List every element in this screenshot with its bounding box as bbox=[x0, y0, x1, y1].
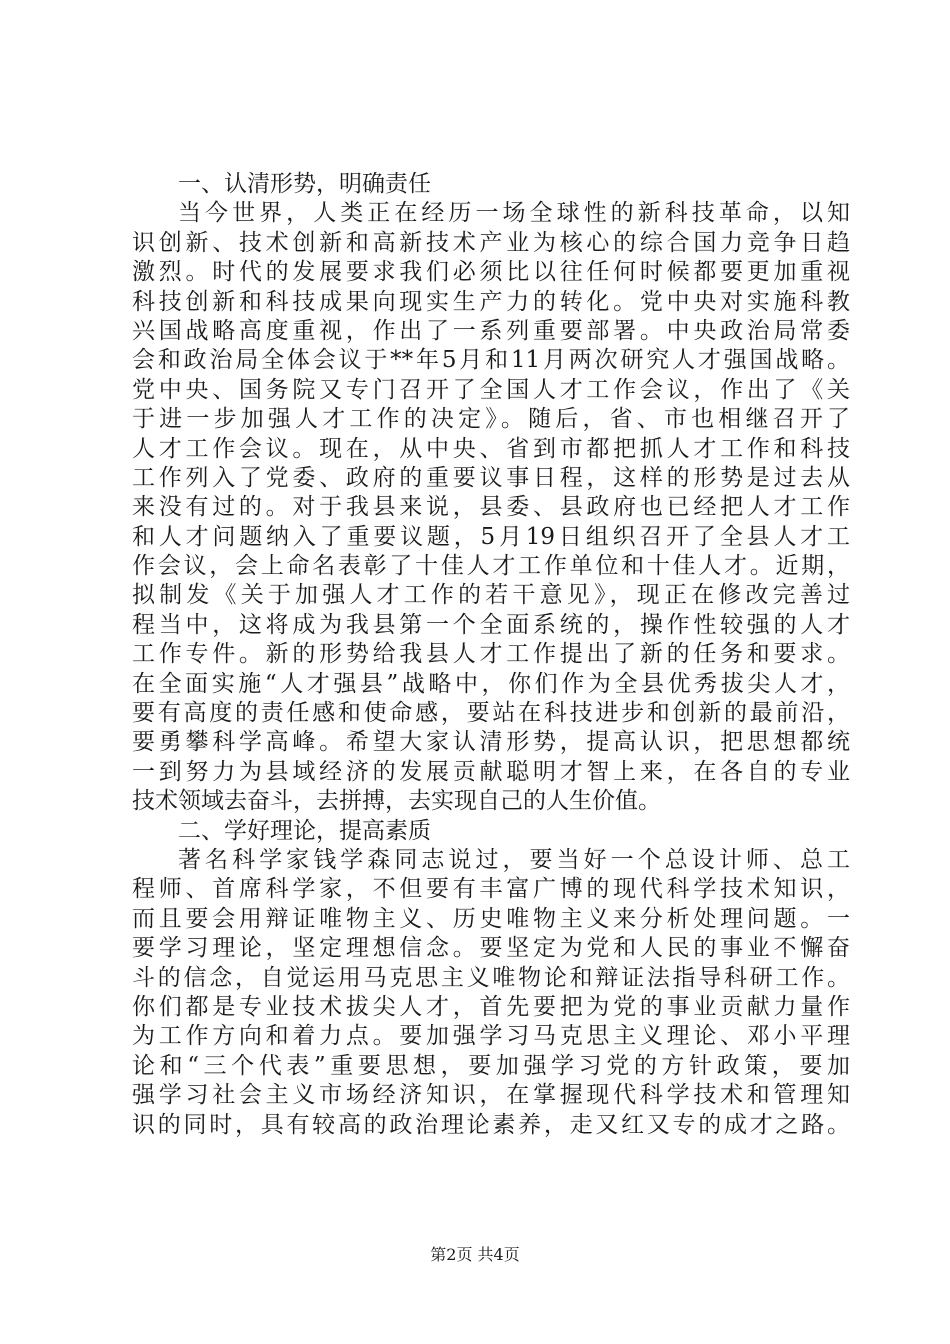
paragraph-line: 程当中，这将成为我县第一个全面系统的，操作性较强的人才 bbox=[132, 611, 850, 638]
paragraph-line: 当今世界，人类正在经历一场全球性的新科技革命，以知 bbox=[178, 200, 850, 227]
paragraph-line: 要有高度的责任感和使命感，要站在科技进步和创新的最前沿， bbox=[132, 700, 850, 727]
paragraph-line: 程师、首席科学家，不但要有丰富广博的现代科学技术知识， bbox=[132, 876, 850, 903]
paragraph-line: 拟制发《关于加强人才工作的若干意见》，现正在修改完善过 bbox=[132, 582, 850, 609]
paragraph-line: 著名科学家钱学森同志说过，要当好一个总设计师、总工 bbox=[178, 846, 850, 873]
paragraph-line: 斗的信念，自觉运用马克思主义唯物论和辩证法指导科研工作。 bbox=[132, 964, 850, 991]
paragraph-line: 会和政治局全体会议于**年5月和11月两次研究人才强国战略。 bbox=[132, 347, 850, 374]
paragraph-line: 而且要会用辩证唯物主义、历史唯物主义来分析处理问题。一 bbox=[132, 905, 850, 932]
paragraph-line: 要学习理论，坚定理想信念。要坚定为党和人民的事业不懈奋 bbox=[132, 935, 850, 962]
paragraph-line: 识创新、技术创新和高新技术产业为核心的综合国力竞争日趋 bbox=[132, 229, 850, 256]
paragraph-line: 人才工作会议。现在，从中央、省到市都把抓人才工作和科技 bbox=[132, 435, 850, 462]
paragraph-line: 来没有过的。对于我县来说，县委、县政府也已经把人才工作 bbox=[132, 494, 850, 521]
paragraph-line: 在全面实施“人才强县”战略中，你们作为全县优秀拔尖人才， bbox=[132, 670, 850, 697]
paragraph-line: 工作专件。新的形势给我县人才工作提出了新的任务和要求。 bbox=[132, 641, 850, 668]
document-body bbox=[132, 170, 850, 1140]
paragraph-line: 科技创新和科技成果向现实生产力的转化。党中央对实施科教 bbox=[132, 288, 850, 315]
paragraph-line: 兴国战略高度重视，作出了一系列重要部署。中央政治局常委 bbox=[132, 317, 850, 344]
paragraph-line: 激烈。时代的发展要求我们必须比以往任何时候都要更加重视 bbox=[132, 259, 850, 286]
paragraph-line: 工作列入了党委、政府的重要议事日程，这样的形势是过去从 bbox=[132, 464, 850, 491]
page-number-footer: 第2页 共4页 bbox=[430, 1245, 520, 1264]
paragraph-line: 论和“三个代表”重要思想，要加强学习党的方针政策，要加 bbox=[132, 1052, 850, 1079]
paragraph-line: 强学习社会主义市场经济知识，在掌握现代科学技术和管理知 bbox=[132, 1082, 850, 1109]
paragraph-line: 识的同时，具有较高的政治理论素养，走又红又专的成才之路。 bbox=[132, 1111, 850, 1138]
paragraph-line: 你们都是专业技术拔尖人才，首先要把为党的事业贡献力量作 bbox=[132, 993, 850, 1020]
paragraph-line: 作会议，会上命名表彰了十佳人才工作单位和十佳人才。近期， bbox=[132, 553, 850, 580]
section-heading: 一、认清形势，明确责任 bbox=[178, 171, 431, 197]
paragraph-line: 和人才问题纳入了重要议题，5月19日组织召开了全县人才工 bbox=[132, 523, 850, 550]
paragraph-line: 技术领域去奋斗，去拼搏，去实现自己的人生价值。 bbox=[132, 788, 661, 815]
paragraph-line: 党中央、国务院又专门召开了全国人才工作会议，作出了《关 bbox=[132, 376, 850, 403]
paragraph-line: 一到努力为县域经济的发展贡献聪明才智上来，在各自的专业 bbox=[132, 758, 850, 785]
paragraph-line: 为工作方向和着力点。要加强学习马克思主义理论、邓小平理 bbox=[132, 1023, 850, 1050]
paragraph-line: 于进一步加强人才工作的决定》。随后，省、市也相继召开了 bbox=[132, 406, 850, 433]
section-heading: 二、学好理论，提高素质 bbox=[178, 817, 431, 844]
paragraph-line: 要勇攀科学高峰。希望大家认清形势，提高认识，把思想都统 bbox=[132, 729, 850, 756]
